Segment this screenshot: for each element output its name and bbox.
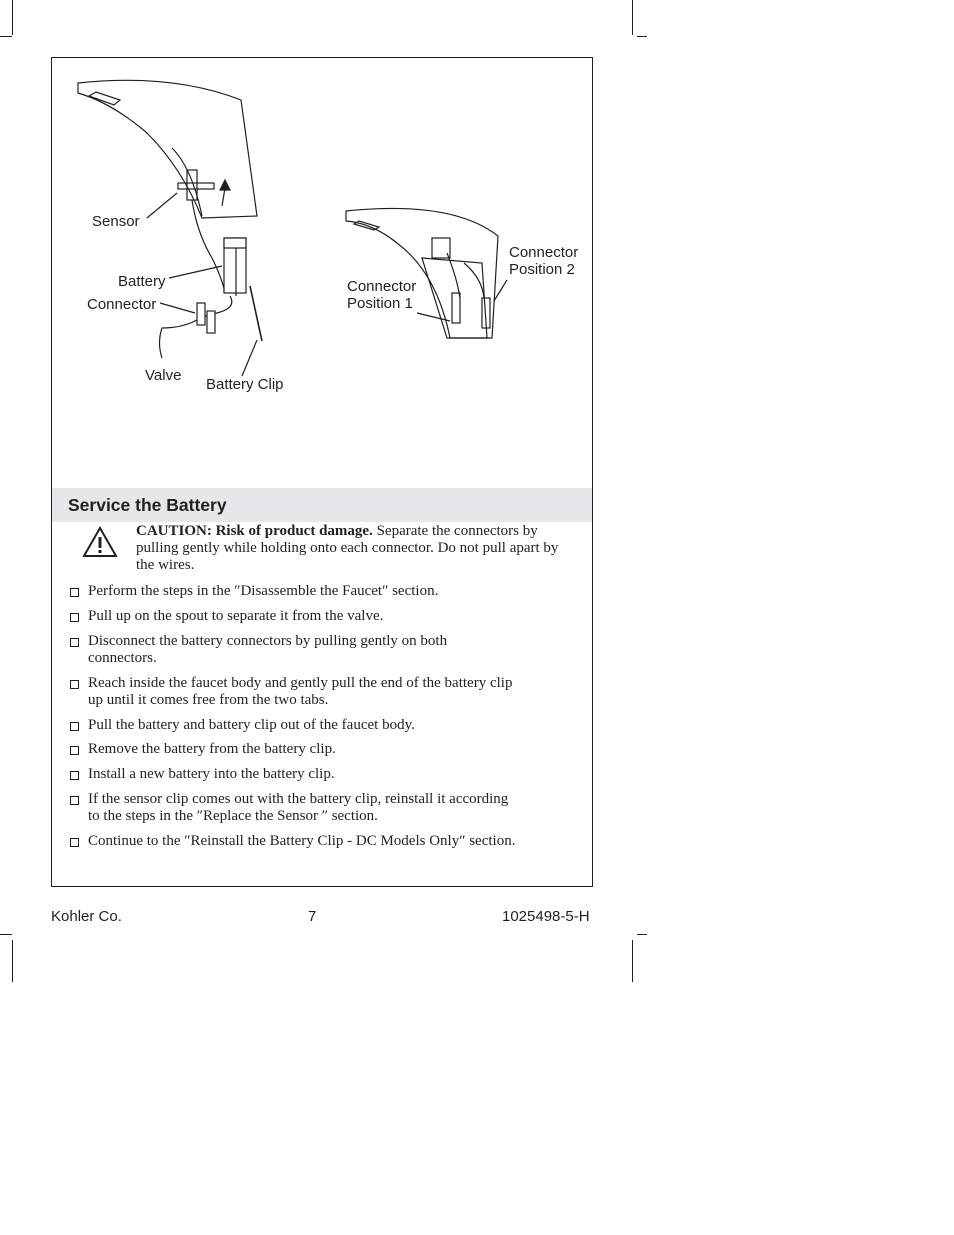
label-connector-position-2-line1: Connector [509, 244, 579, 261]
checkbox-icon [70, 638, 79, 647]
section-title: Service the Battery [68, 495, 227, 515]
crop-mark [0, 36, 12, 37]
section-header [52, 488, 592, 522]
checkbox-icon [70, 722, 79, 731]
label-sensor: Sensor [92, 213, 140, 230]
warning-icon [82, 526, 118, 558]
checkbox-icon [70, 838, 79, 847]
checkbox-icon [70, 613, 79, 622]
checkbox-icon [70, 680, 79, 689]
label-connector-position-2-line2: Position 2 [509, 261, 575, 278]
caution-bold: CAUTION: Risk of product damage. [136, 523, 373, 539]
step-text: Install a new battery into the battery clip. [88, 766, 335, 782]
crop-mark [637, 36, 647, 37]
label-valve: Valve [145, 367, 182, 384]
checkbox-icon [70, 796, 79, 805]
footer-doc-number: 1025498-5-H [502, 908, 590, 925]
checkbox-icon [70, 746, 79, 755]
step-text: Remove the battery from the battery clip. [88, 741, 336, 757]
checkbox-icon [70, 588, 79, 597]
caution-text [136, 523, 576, 574]
label-connector: Connector [87, 296, 157, 313]
step-text: Continue to the ″Reinstall the Battery Clip - DC Models Only″ section. [88, 833, 516, 849]
crop-mark [632, 0, 633, 35]
step-text: Pull the battery and battery clip out of the faucet body. [88, 717, 415, 733]
crop-mark [632, 940, 633, 982]
step-text: Reach inside the faucet body and gently pull the end of the battery clip up until it comes free from the two tabs. [88, 675, 513, 708]
crop-mark [0, 934, 12, 935]
label-battery-clip: Battery Clip [206, 376, 284, 393]
step-text: If the sensor clip comes out with the battery clip, reinstall it according to the steps in the ″Replace the Sensor ″ section. [88, 791, 509, 824]
crop-mark [637, 934, 647, 935]
label-connector-position-2 [509, 244, 578, 278]
label-battery: Battery [118, 273, 166, 290]
footer-company: Kohler Co. [51, 908, 122, 925]
footer-page-number: 7 [308, 908, 317, 925]
step-text: Perform the steps in the ″Disassemble the Faucet″ section. [88, 583, 439, 599]
caution-body: Separate the connectors by pulling gently while holding onto each connector. Do not pull apart by the wires. [136, 523, 559, 573]
step-text: Disconnect the battery connectors by pulling gently on both connectors. [88, 633, 448, 666]
crop-mark [12, 0, 13, 35]
checkbox-icon [70, 771, 79, 780]
crop-mark [12, 940, 13, 982]
label-connector-position-1-line2: Position 1 [347, 295, 413, 312]
label-connector-position-1-line1: Connector [347, 278, 417, 295]
step-text: Pull up on the spout to separate it from the valve. [88, 608, 384, 624]
content-frame [51, 57, 593, 887]
label-connector-position-1 [347, 278, 416, 312]
